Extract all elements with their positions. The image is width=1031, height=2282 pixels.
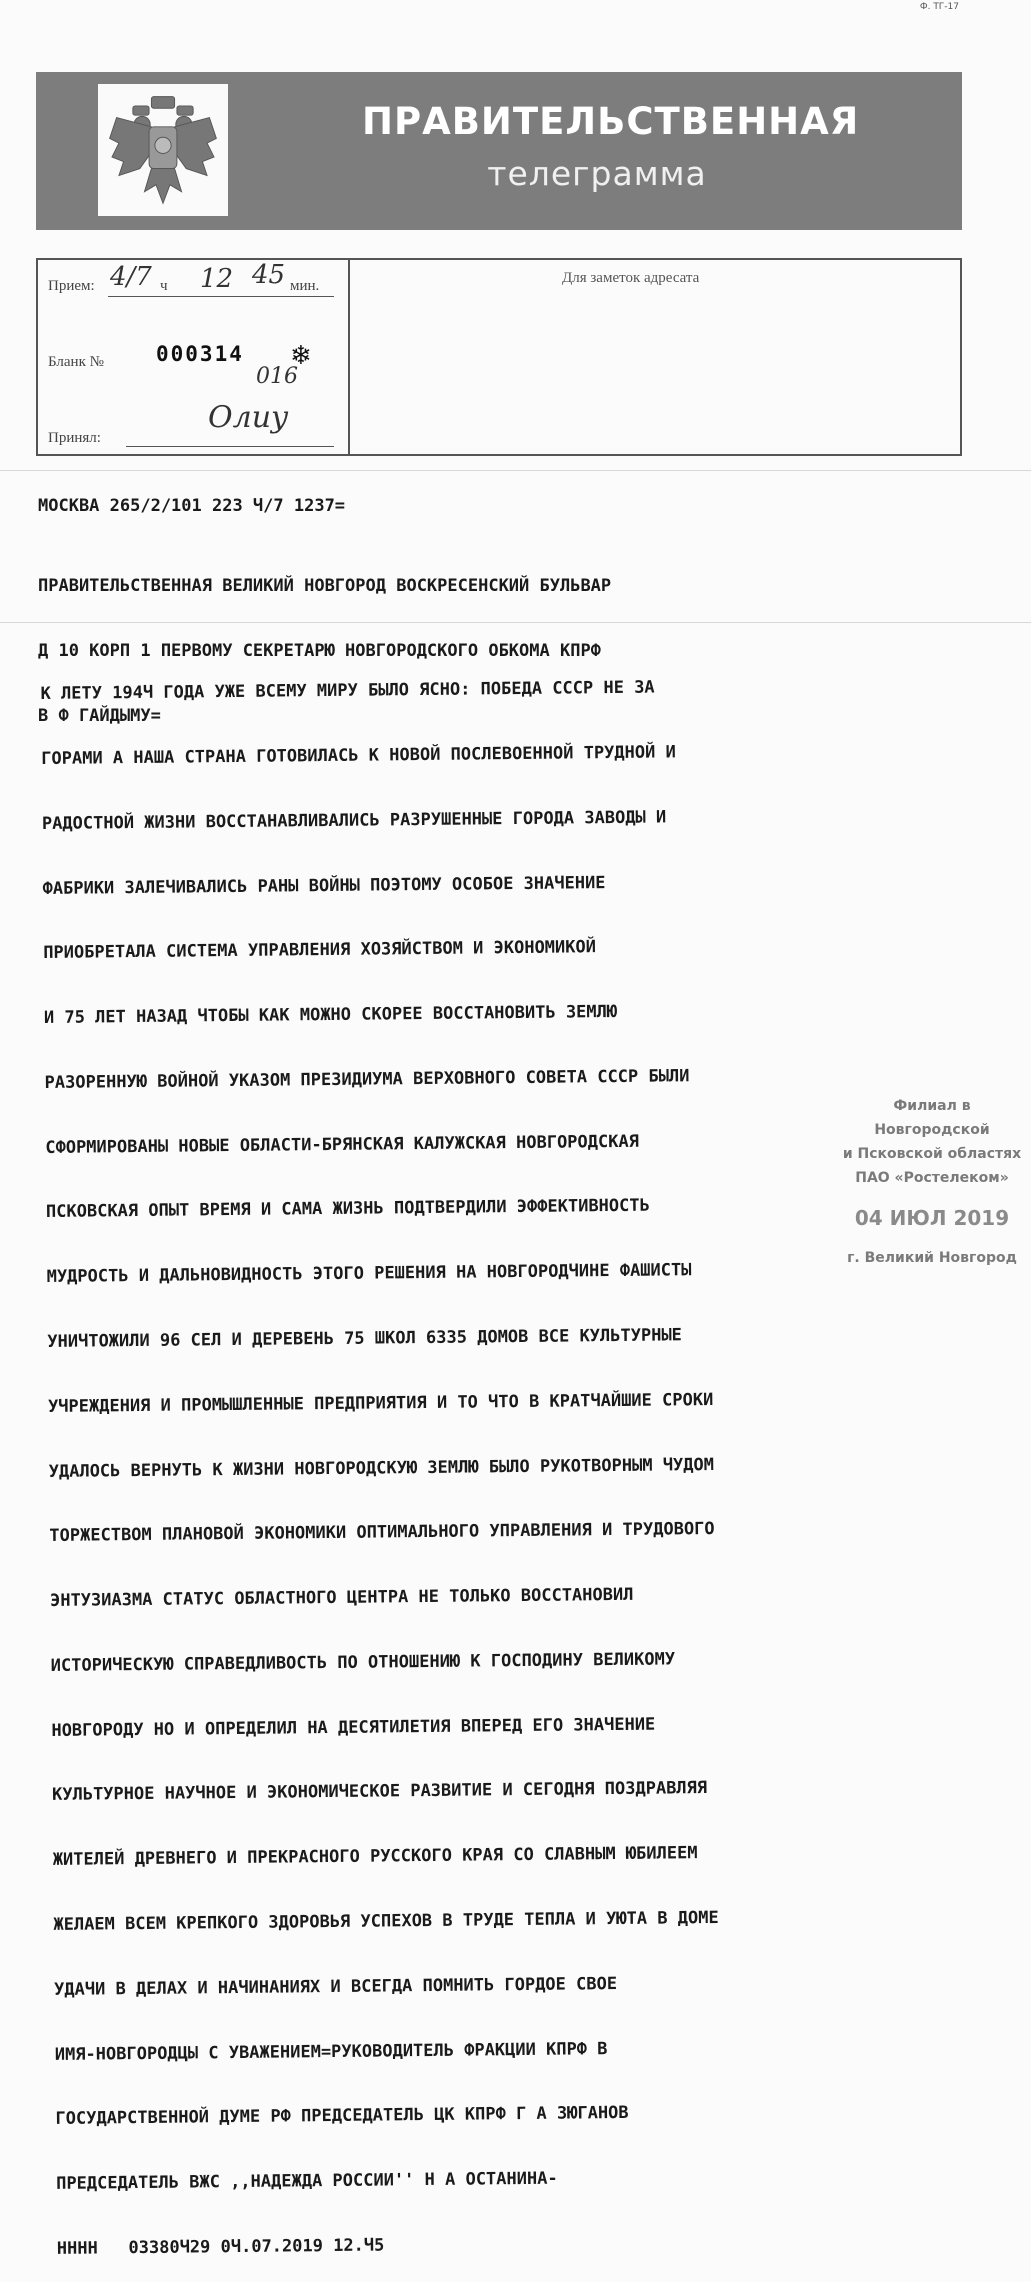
form-code: Ф. ТГ-17 xyxy=(919,2,959,12)
handwritten-minutes: 45 xyxy=(252,260,286,290)
body-line: СФОРМИРОВАНЫ НОВЫЕ ОБЛАСТИ-БРЯНСКАЯ КАЛУЖСКАЯ НОВГОРОДСКАЯ xyxy=(45,1131,640,1158)
reception-fields xyxy=(38,260,350,454)
body-line: РАЗОРЕННУЮ ВОЙНОЙ УКАЗОМ ПРЕЗИДИУМА ВЕРХОВНОГО СОВЕТА СССР БЫЛИ xyxy=(44,1066,690,1093)
label-blank: Бланк № xyxy=(48,354,104,370)
stamp-line: ПАО «Ростелеком» xyxy=(855,1170,1009,1186)
body-line: ЖИТЕЛЕЙ ДРЕВНЕГО И ПРЕКРАСНОГО РУССКОГО КРАЯ СО СЛАВНЫМ ЮБИЛЕЕМ xyxy=(52,1843,698,1871)
sender-line: МОСКВА 265/2/101 223 Ч/7 1237= xyxy=(38,496,346,516)
body-line: ТОРЖЕСТВОМ ПЛАНОВОЙ ЭКОНОМИКИ ОПТИМАЛЬНОГО УПРАВЛЕНИЯ И ТРУДОВОГО xyxy=(49,1519,715,1547)
body-line: УДАЛОСЬ ВЕРНУТЬ К ЖИЗНИ НОВГОРОДСКУЮ ЗЕМЛЮ БЫЛО РУКОТВОРНЫМ ЧУДОМ xyxy=(48,1454,715,1482)
body-line: НОВГОРОДУ НО И ОПРЕДЕЛИЛ НА ДЕСЯТИЛЕТИЯ ВПЕРЕД ЕГО ЗНАЧЕНИЕ xyxy=(51,1714,656,1741)
stamp-line: и Псковской областях xyxy=(842,1146,1022,1162)
message-body xyxy=(40,634,722,2282)
label-accepted: Принял: xyxy=(48,430,101,446)
address-line: Д 10 КОРП 1 ПЕРВОМУ СЕКРЕТАРЮ НОВГОРОДСКОГО ОБКОМА КПРФ xyxy=(38,640,601,661)
body-line: ИМЯ-НОВГОРОДЦЫ С УВАЖЕНИЕМ=РУКОВОДИТЕЛЬ ФРАКЦИИ КПРФ В xyxy=(54,2038,608,2065)
address-line: ПРАВИТЕЛЬСТВЕННАЯ ВЕЛИКИЙ НОВГОРОД ВОСКРЕСЕНСКИЙ БУЛЬВАР xyxy=(38,576,612,597)
body-line: ПРЕДСЕДАТЕЛЬ ВЖС ,,НАДЕЖДА РОССИИ'' Н А ОСТАНИНА- xyxy=(56,2168,558,2195)
stamp-line: Филиал в Новгородской xyxy=(874,1098,990,1138)
body-line: ПСКОВСКАЯ ОПЫТ ВРЕМЯ И САМА ЖИЗНЬ ПОДТВЕРДИЛИ ЭФФЕКТИВНОСТЬ xyxy=(45,1196,650,1223)
eagle-icon xyxy=(105,91,221,209)
body-line: УДАЧИ В ДЕЛАХ И НАЧИНАНИЯХ И ВСЕГДА ПОМНИТЬ ГОРДОЕ СВОЕ xyxy=(54,1973,618,2000)
reception-info-box xyxy=(36,258,962,456)
body-line: И 75 ЛЕТ НАЗАД ЧТОБЫ КАК МОЖНО СКОРЕЕ ВОССТАНОВИТЬ ЗЕМЛЮ xyxy=(43,1002,618,1029)
stamp-date: 04 ИЮЛ 2019 xyxy=(854,1206,1010,1230)
accepted-underline xyxy=(126,446,334,447)
rostelecom-stamp xyxy=(837,1094,1027,1270)
notes-label: Для заметок адресата xyxy=(562,270,700,286)
priem-underline xyxy=(108,296,334,297)
body-line: УНИЧТОЖИЛИ 96 СЕЛ И ДЕРЕВЕНЬ 75 ШКОЛ 6335 ДОМОВ ВСЕ КУЛЬТУРНЫЕ xyxy=(47,1325,682,1352)
body-line: ФАБРИКИ ЗАЛЕЧИВАЛИСЬ РАНЫ ВОЙНЫ ПОЭТОМУ ОСОБОЕ ЗНАЧЕНИЕ xyxy=(42,872,606,899)
body-line: К ЛЕТУ 194Ч ГОДА УЖЕ ВСЕМУ МИРУ БЫЛО ЯСНО: ПОБЕДА СССР НЕ ЗА xyxy=(40,677,655,705)
label-ch: ч xyxy=(160,278,168,294)
body-line: УЧРЕЖДЕНИЯ И ПРОМЫШЛЕННЫЕ ПРЕДПРИЯТИЯ И ТО ЧТО В КРАТЧАЙШИЕ СРОКИ xyxy=(47,1389,714,1417)
stamp-city: г. Великий Новгород xyxy=(847,1250,1017,1266)
body-line: ЭНТУЗИАЗМА СТАТУС ОБЛАСТНОГО ЦЕНТРА НЕ ТОЛЬКО ВОССТАНОВИЛ xyxy=(49,1584,634,1612)
body-line: ИСТОРИЧЕСКУЮ СПРАВЕДЛИВОСТЬ ПО ОТНОШЕНИЮ К ГОСПОДИНУ ВЕЛИКОМУ xyxy=(50,1649,676,1676)
blank-number: 000314 xyxy=(156,342,244,366)
body-line: ПРИОБРЕТАЛА СИСТЕМА УПРАВЛЕНИЯ ХОЗЯЙСТВОМ И ЭКОНОМИКОЙ xyxy=(43,937,597,964)
header-title-main: ПРАВИТЕЛЬСТВЕННАЯ xyxy=(362,100,860,143)
label-priem: Прием: xyxy=(48,278,95,294)
body-line: ГОСУДАРСТВЕННОЙ ДУМЕ РФ ПРЕДСЕДАТЕЛЬ ЦК КПРФ Г А ЗЮГАНОВ xyxy=(55,2103,629,2130)
header-title-sub: телеграмма xyxy=(487,154,707,193)
label-mins: мин. xyxy=(290,278,320,294)
body-line: ЖЕЛАЕМ ВСЕМ КРЕПКОГО ЗДОРОВЬЯ УСПЕХОВ В ТРУДЕ ТЕПЛА И УЮТА В ДОМЕ xyxy=(53,1907,719,1935)
body-line: ГОРАМИ А НАША СТРАНА ГОТОВИЛАСЬ К НОВОЙ ПОСЛЕВОЕННОЙ ТРУДНОЙ И xyxy=(41,742,676,769)
fold-line xyxy=(0,470,1031,471)
address-line: В Ф ГАЙДЫМУ= xyxy=(38,705,161,726)
body-line: КУЛЬТУРНОЕ НАУЧНОЕ И ЭКОНОМИЧЕСКОЕ РАЗВИТИЕ И СЕГОДНЯ ПОЗДРАВЛЯЯ xyxy=(51,1778,708,1806)
handwritten-signature: Олиу xyxy=(208,400,289,435)
telegram-header-band xyxy=(36,72,962,230)
handwritten-hours: 12 xyxy=(200,264,234,294)
snowflake-mark: ❄ xyxy=(290,340,312,370)
body-line: МУДРОСТЬ И ДАЛЬНОВИДНОСТЬ ЭТОГО РЕШЕНИЯ НА НОВГОРОДЧИНЕ ФАШИСТЫ xyxy=(46,1260,692,1288)
coat-of-arms-emblem xyxy=(98,84,228,216)
handwritten-date: 4/7 xyxy=(110,262,152,292)
body-line: НННН 03380Ч29 0Ч.07.2019 12.Ч5 xyxy=(56,2235,385,2259)
handwritten-code: 016 xyxy=(256,364,298,389)
body-line: РАДОСТНОЙ ЖИЗНИ ВОССТАНАВЛИВАЛИСЬ РАЗРУШЕННЫЕ ГОРОДА ЗАВОДЫ И xyxy=(41,807,667,834)
